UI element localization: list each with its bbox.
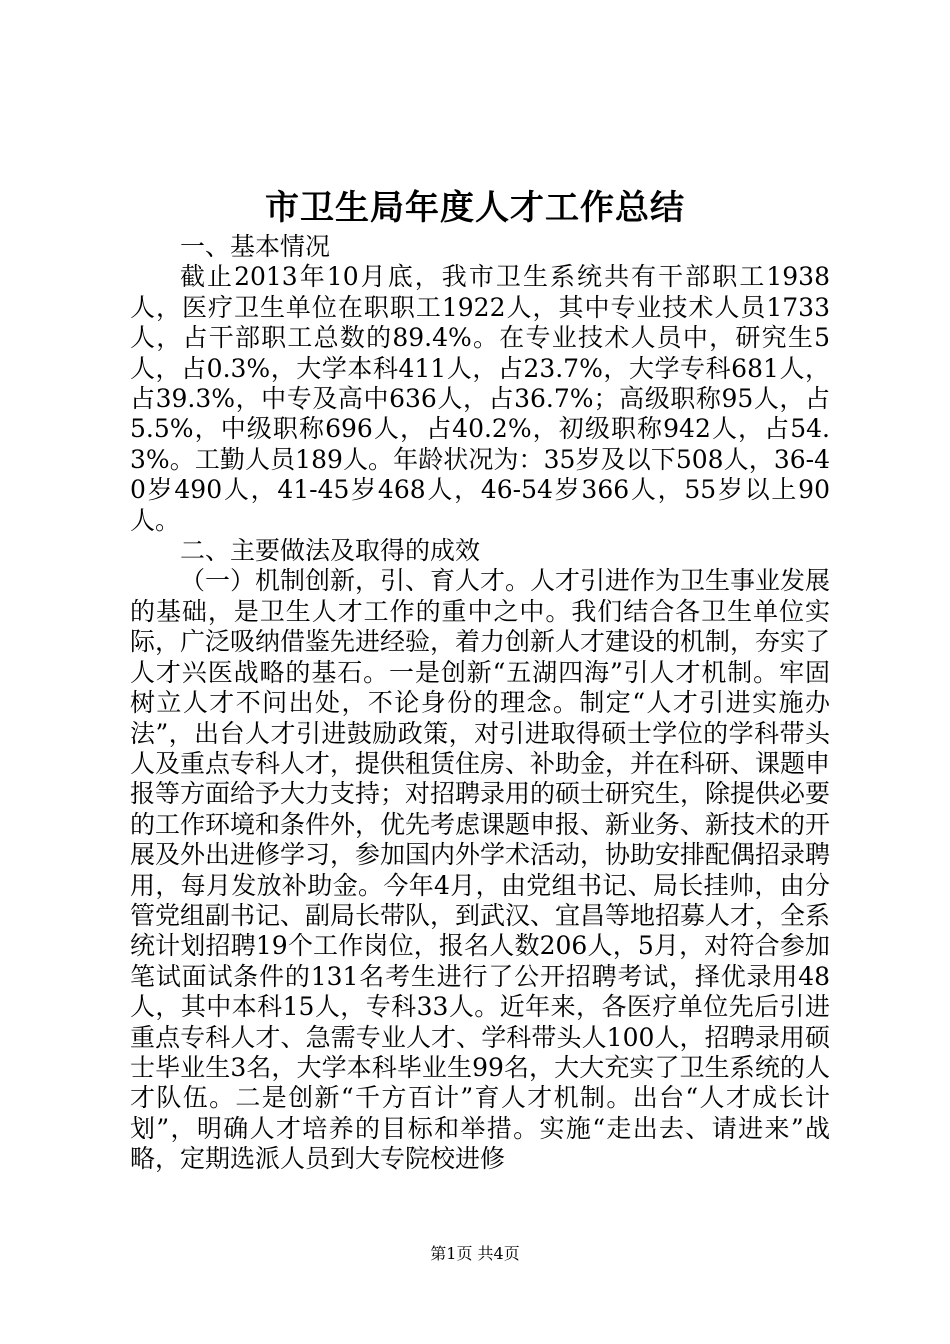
document-body: [130, 232, 830, 1175]
paragraph-mechanism-innovation: （一）机制创新，引、育人才。人才引进作为卫生事业发展的基础，是卫生人才工作的重中之中。我们结合各卫生单位实际，广泛吸纳借鉴先进经验，着力创新人才建设的机制，夯实了人才兴医战略的基石。一是创新“五湖四海”引人才机制。牢固树立人才不问出处，不论身份的理念。制定“人才引进实施办法”，出台人才引进鼓励政策，对引进取得硕士学位的学科带头人及重点专科人才，提供租赁住房、补助金，并在科研、课题申报等方面给予大力支持；对招聘录用的硕士研究生，除提供必要的工作环境和条件外，优先考虑课题申报、新业务、新技术的开展及外出进修学习，参加国内外学术活动，协助安排配偶招录聘用，每月发放补助金。今年4月，由党组书记、局长挂帅，由分管党组副书记、副局长带队，到武汉、宜昌等地招募人才，全系统计划招聘19个工作岗位，报名人数206人，5月，对符合参加笔试面试条件的131名考生进行了公开招聘考试，择优录用48人，其中本科15人，专科33人。近年来，各医疗单位先后引进重点专科人才、急需专业人才、学科带头人100人，招聘录用硕士毕业生3名，大学本科毕业生99名，大大充实了卫生系统的人才队伍。二是创新“千方百计”育人才机制。出台“人才成长计划”，明确人才培养的目标和举措。实施“走出去、请进来”战略，定期选派人员到大专院校进修: [130, 566, 831, 1174]
document-title: 市卫生局年度人才工作总结: [265, 188, 685, 228]
paragraph-basic-stats: 截止2013年10月底，我市卫生系统共有干部职工1938人，医疗卫生单位在职职工1922人，其中专业技术人员1733人，占干部职工总数的89.4%。在专业技术人员中，研究生5人，占0.3%，大学本科411人，占23.7%，大学专科681人，占39.3%，中专及高中636人，占36.7%；高级职称95人，占5.5%，中级职称696人，占40.2%，初级职称942人，占54.3%。工勤人员189人。年龄状况为：35岁及以下508人，36-40岁490人，41-45岁468人，46-54岁366人，55岁以上90人。: [130, 262, 830, 535]
page-number-footer: 第1页 共4页: [430, 1244, 520, 1263]
section-heading-main-practices: 二、主要做法及取得的成效: [180, 536, 481, 566]
section-heading-basic-situation: 一、基本情况: [180, 232, 331, 261]
